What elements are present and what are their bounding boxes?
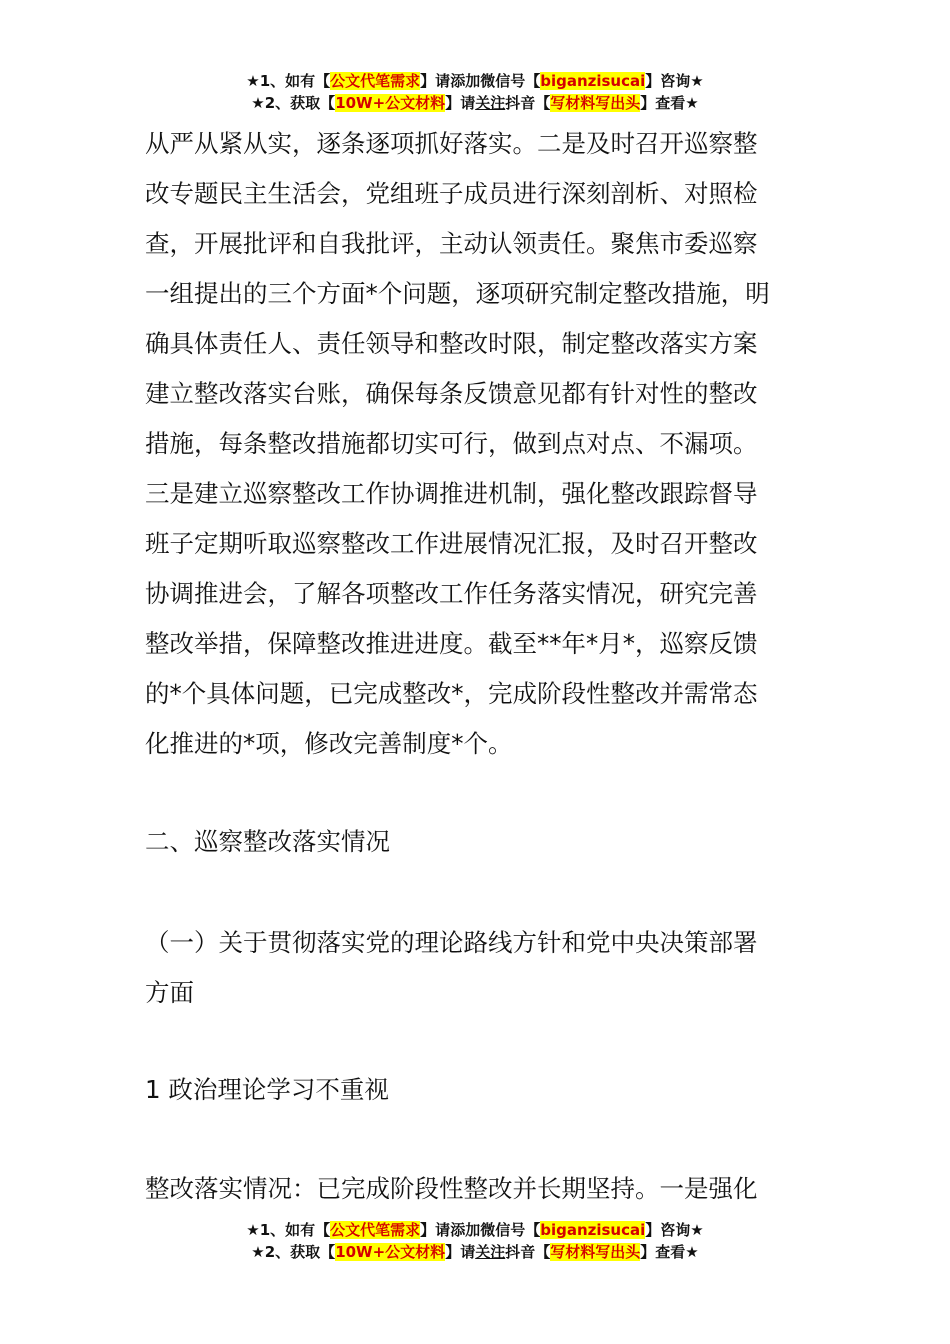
banner-text: 】请: [445, 94, 476, 112]
paragraph-line: 确具体责任人、责任领导和整改时限，制定整改落实方案: [145, 329, 758, 358]
banner-highlight-service: 公文代笔需求: [330, 72, 421, 90]
banner-highlight-douyin: 写材料写出头: [550, 1243, 641, 1261]
banner-text: ★1、如有【: [246, 72, 331, 90]
paragraph-line: 措施，每条整改措施都切实可行，做到点对点、不漏项。: [145, 429, 758, 458]
paragraph-line: 化推进的*项，修改完善制度*个。: [145, 729, 513, 758]
paragraph-line: 建立整改落实台账，确保每条反馈意见都有针对性的整改: [145, 379, 758, 408]
top-banner-line-1: [0, 70, 950, 92]
banner-highlight-materials: 10W+公文材料: [335, 1243, 446, 1261]
banner-text: 】咨询★: [645, 1221, 704, 1239]
paragraph-line: 整改举措，保障整改推进进度。截至**年*月*，巡察反馈: [145, 629, 758, 658]
banner-text: ★2、获取【: [251, 94, 336, 112]
banner-highlight-wechat-id: biganzisucai: [540, 1221, 646, 1239]
paragraph-line: 班子定期听取巡察整改工作进展情况汇报，及时召开整改: [145, 529, 758, 558]
banner-emphasis: 关注: [475, 94, 506, 112]
banner-text: ★2、获取【: [251, 1243, 336, 1261]
banner-emphasis: 添加: [450, 1221, 481, 1239]
bottom-banner: [0, 1219, 950, 1263]
banner-text: 抖音【: [505, 94, 551, 112]
banner-text: 】查看★: [640, 94, 699, 112]
bottom-banner-line-1: [0, 1219, 950, 1241]
paragraph-line: 的*个具体问题，已完成整改*，完成阶段性整改并需常态: [145, 679, 758, 708]
paragraph-line: 从严从紧从实，逐条逐项抓好落实。二是及时召开巡察整: [145, 129, 758, 158]
bottom-banner-line-2: [0, 1241, 950, 1263]
banner-text: 抖音【: [505, 1243, 551, 1261]
paragraph-line: 一组提出的三个方面*个问题，逐项研究制定整改措施，明: [145, 279, 770, 308]
item-heading: 1 政治理论学习不重视: [145, 1075, 389, 1104]
paragraph-line: 协调推进会，了解各项整改工作任务落实情况，研究完善: [145, 579, 758, 608]
banner-text: 微信号【: [480, 1221, 541, 1239]
banner-text: ★1、如有【: [246, 1221, 331, 1239]
banner-text: 】请: [445, 1243, 476, 1261]
banner-text: 】请: [420, 72, 451, 90]
top-banner-line-2: [0, 92, 950, 114]
paragraph-line: 改专题民主生活会，党组班子成员进行深刻剖析、对照检: [145, 179, 758, 208]
banner-highlight-wechat-id: biganzisucai: [540, 72, 646, 90]
top-banner: [0, 70, 950, 114]
paragraph-line: 查，开展批评和自我批评，主动认领责任。聚焦市委巡察: [145, 229, 758, 258]
section-heading: 二、巡察整改落实情况: [145, 827, 390, 856]
banner-text: 】咨询★: [645, 72, 704, 90]
subsection-heading: [145, 918, 810, 1018]
banner-highlight-douyin: 写材料写出头: [550, 94, 641, 112]
banner-text: 微信号【: [480, 72, 541, 90]
item-status-line: 整改落实情况：已完成阶段性整改并长期坚持。一是强化: [145, 1174, 758, 1203]
subsection-heading-line: 方面: [145, 978, 194, 1007]
banner-emphasis: 添加: [450, 72, 481, 90]
paragraph-line: 三是建立巡察整改工作协调推进机制，强化整改跟踪督导: [145, 479, 758, 508]
banner-highlight-service: 公文代笔需求: [330, 1221, 421, 1239]
subsection-heading-line: （一）关于贯彻落实党的理论路线方针和党中央决策部署: [145, 928, 758, 957]
banner-emphasis: 关注: [475, 1243, 506, 1261]
banner-highlight-materials: 10W+公文材料: [335, 94, 446, 112]
banner-text: 】查看★: [640, 1243, 699, 1261]
body-paragraph: [145, 119, 810, 769]
banner-text: 】请: [420, 1221, 451, 1239]
